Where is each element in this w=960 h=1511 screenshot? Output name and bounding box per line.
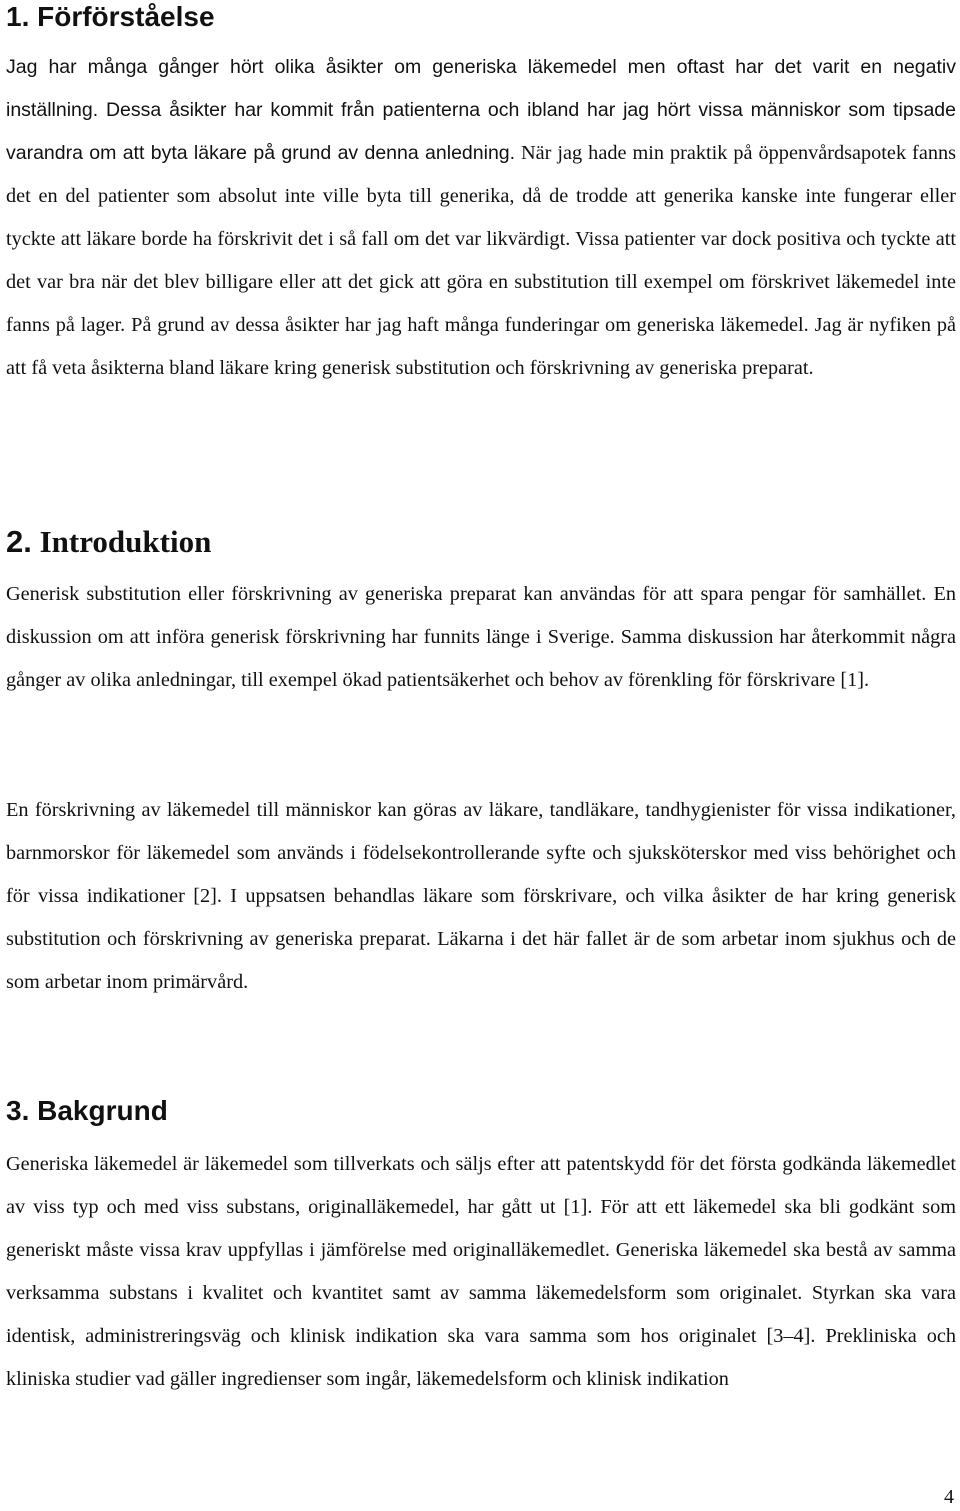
section1-paragraph xyxy=(6,46,956,390)
section1-paragraph-sans-part: Jag har många gånger hört olika åsikter om generiska läkemedel men oftast har det varit en negativ inställning. Dessa åsikter har kommit från patienterna och ibland har jag hört vissa människor som tipsade varandra om att byta läkare på grund av denna anledning. xyxy=(6,56,956,164)
page-number: 4 xyxy=(944,1486,954,1508)
section1-paragraph-serif-part: När jag hade min praktik på öppenvårdsapotek fanns det en del patienter som absolut inte ville byta till generika, då de trodde att generika kanske inte fungerar eller tyckte att läkare borde ha förskrivit det i så fall om det var likvärdigt. Vissa patienter var dock positiva och tyckte att det var bra när det blev billigare eller att det gick att göra en substitution till exempel om förskrivet läkemedel inte fanns på lager. På grund av dessa åsikter har jag haft många funderingar om generiska läkemedel. Jag är nyfiken på att få veta åsikterna bland läkare kring generisk substitution och förskrivning av generiska preparat. xyxy=(6,142,956,379)
section-heading-bakgrund xyxy=(6,1094,168,1128)
section2-paragraph-2: En förskrivning av läkemedel till människor kan göras av läkare, tandläkare, tandhygienister för vissa indikationer, barnmorskor för läkemedel som används i födelsekontrollerande syfte och sjuksköterskor med viss behörighet och för vissa indikationer [2]. I uppsatsen behandlas läkare som förskrivare, och vilka åsikter de har kring generisk substitution och förskrivning av generiska preparat. Läkarna i det här fallet är de som arbetar inom sjukhus och de som arbetar inom primärvård. xyxy=(6,799,956,993)
section2-heading-number: 2. xyxy=(6,524,32,559)
section2-paragraph-1: Generisk substitution eller förskrivning av generiska preparat kan användas för att spara pengar för samhället. En diskussion om att införa generisk förskrivning har funnits länge i Sverige. Samma diskussion har återkommit några gånger av olika anledningar, till exempel ökad patientsäkerhet och behov av förenkling för förskrivare [1]. xyxy=(6,583,956,691)
section-heading-introduktion xyxy=(6,523,211,561)
section3-paragraph-1: Generiska läkemedel är läkemedel som tillverkats och säljs efter att patentskydd för det första godkända läkemedlet av viss typ och med viss substans, originalläkemedel, har gått ut [1]. För att ett läkemedel ska bli godkänt som generiskt måste vissa krav uppfyllas i jämförelse med originalläkemedlet. Generiska läkemedel ska bestå av samma verksamma substans i kvalitet och kvantitet samt av samma läkemedelsform som originalet. Styrkan ska vara identisk, administreringsväg och klinisk indikation ska vara samma som hos originalet [3–4]. Prekliniska och kliniska studier vad gäller ingredienser som ingår, läkemedelsform och klinisk indikation xyxy=(6,1153,956,1390)
section3-heading-number: 3. xyxy=(6,1095,30,1126)
section2-heading-text: Introduktion xyxy=(31,524,212,559)
section-heading-forforstaelse: 1. Förförståelse xyxy=(6,1,215,32)
section3-heading-text: Bakgrund xyxy=(29,1095,168,1126)
